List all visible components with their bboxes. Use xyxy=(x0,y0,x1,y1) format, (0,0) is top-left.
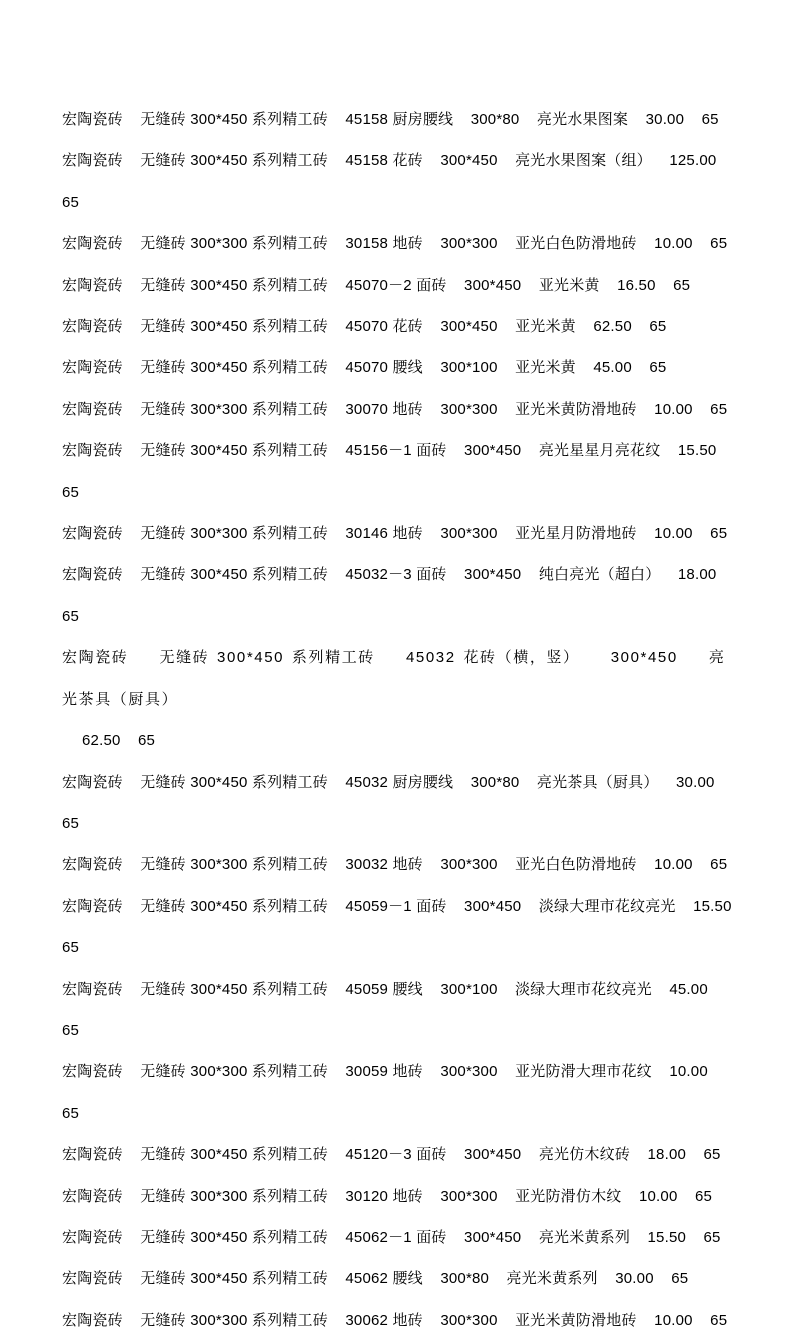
product-row: 宏陶瓷砖 无缝砖 300*300 系列精工砖 30062 地砖 300*300 亚光米黄防滑地砖 10.00 65 xyxy=(62,1311,728,1329)
product-row: 宏陶瓷砖 无缝砖 300*300 系列精工砖 30032 地砖 300*300 亚光白色防滑地砖 10.00 65 xyxy=(62,856,728,874)
product-row: 宏陶瓷砖 无缝砖 300*450 系列精工砖 45070－2 面砖 300*450 亚光米黄 16.50 65 xyxy=(62,276,691,294)
product-row-wrapped: 宏陶瓷砖 无缝砖 300*450 系列精工砖 45032 花砖（横，竖） 300*450 亮光茶具（厨具） xyxy=(62,649,726,708)
product-row: 宏陶瓷砖 无缝砖 300*450 系列精工砖 45070 花砖 300*450 亚光米黄 62.50 65 xyxy=(62,318,667,336)
product-row: 宏陶瓷砖 无缝砖 300*300 系列精工砖 30059 地砖 300*300 亚光防滑大理市花纹 10.00 65 xyxy=(62,1063,726,1122)
product-row: 宏陶瓷砖 无缝砖 300*450 系列精工砖 45059 腰线 300*100 淡绿大理市花纹亮光 45.00 65 xyxy=(62,980,726,1039)
product-row: 宏陶瓷砖 无缝砖 300*450 系列精工砖 45062－1 面砖 300*450 亮光米黄系列 15.50 65 xyxy=(62,1228,721,1246)
product-row: 宏陶瓷砖 无缝砖 300*450 系列精工砖 45158 花砖 300*450 亮光水果图案（组） 125.00 65 xyxy=(62,152,734,211)
product-row: 宏陶瓷砖 无缝砖 300*300 系列精工砖 30070 地砖 300*300 亚光米黄防滑地砖 10.00 65 xyxy=(62,400,728,418)
product-row: 宏陶瓷砖 无缝砖 300*300 系列精工砖 30146 地砖 300*300 亚光星月防滑地砖 10.00 65 xyxy=(62,525,728,543)
product-row: 宏陶瓷砖 无缝砖 300*450 系列精工砖 45032 厨房腰线 300*80 亮光茶具（厨具） 30.00 65 xyxy=(62,773,733,832)
product-row: 宏陶瓷砖 无缝砖 300*450 系列精工砖 45062 腰线 300*80 亮光米黄系列 30.00 65 xyxy=(62,1270,689,1288)
product-row: 宏陶瓷砖 无缝砖 300*450 系列精工砖 45120－3 面砖 300*450 亮光仿木纹砖 18.00 65 xyxy=(62,1146,721,1164)
product-row: 宏陶瓷砖 无缝砖 300*300 系列精工砖 30158 地砖 300*300 亚光白色防滑地砖 10.00 65 xyxy=(62,235,728,253)
product-row: 宏陶瓷砖 无缝砖 300*450 系列精工砖 45158 厨房腰线 300*80 亮光水果图案 30.00 65 xyxy=(62,111,719,128)
product-row: 宏陶瓷砖 无缝砖 300*300 系列精工砖 30120 地砖 300*300 亚光防滑仿木纹 10.00 65 xyxy=(62,1187,713,1205)
product-row: 宏陶瓷砖 无缝砖 300*450 系列精工砖 45059－1 面砖 300*450 淡绿大理市花纹亮光 15.50 65 xyxy=(62,897,750,957)
product-row: 宏陶瓷砖 无缝砖 300*450 系列精工砖 45156－1 面砖 300*450 亮光星星月亮花纹 15.50 65 xyxy=(62,442,734,501)
product-row: 宏陶瓷砖 无缝砖 300*450 系列精工砖 45070 腰线 300*100 亚光米黄 45.00 65 xyxy=(62,359,667,377)
product-row-continuation: 62.50 65 xyxy=(82,732,156,750)
product-row: 宏陶瓷砖 无缝砖 300*450 系列精工砖 45032－3 面砖 300*450 纯白亮光（超白） 18.00 65 xyxy=(62,566,734,625)
